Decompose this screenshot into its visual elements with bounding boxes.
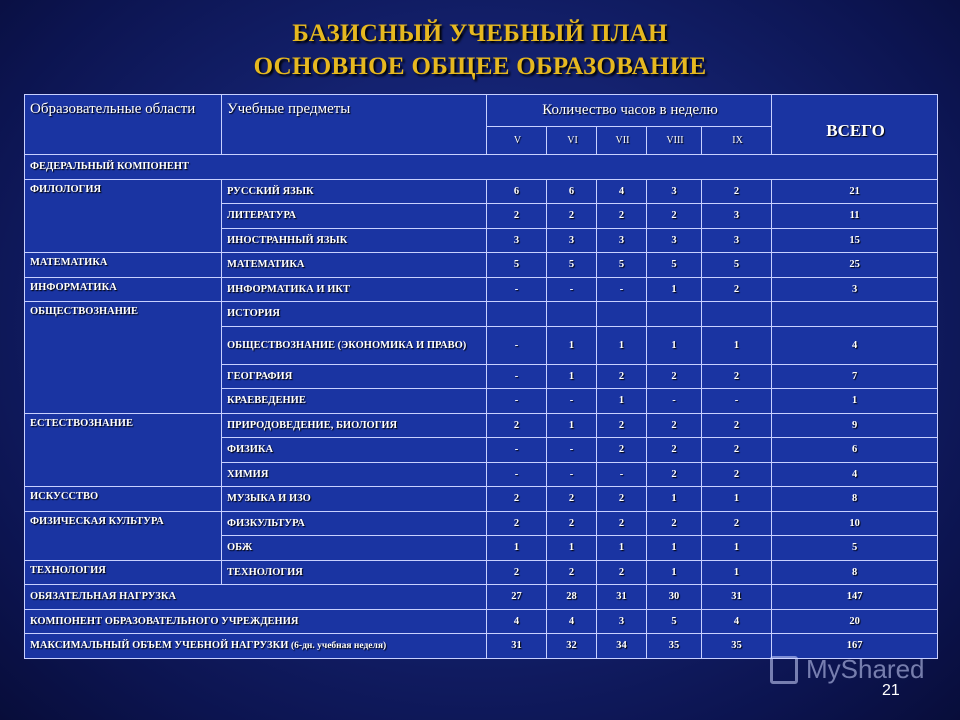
hours-cell: 5 <box>547 253 597 278</box>
subject-cell: ГЕОГРАФИЯ <box>222 364 487 389</box>
hours-cell: - <box>702 389 772 414</box>
hours-cell <box>647 302 702 327</box>
hours-cell: 1 <box>647 560 702 585</box>
table-row <box>25 511 938 536</box>
summary-label <box>25 585 487 610</box>
total-cell: 8 <box>772 487 938 512</box>
subject-cell: ФИЗИКА <box>222 438 487 463</box>
summary-label-text: ОБЯЗАТЕЛЬНАЯ НАГРУЗКА <box>30 591 177 603</box>
total-cell: 167 <box>772 634 938 659</box>
federal-component-row: ФЕДЕРАЛЬНЫЙ КОМПОНЕНТ <box>25 155 938 180</box>
hours-cell: - <box>547 438 597 463</box>
hours-cell: 2 <box>487 511 547 536</box>
hours-cell: 2 <box>647 413 702 438</box>
hours-cell: 1 <box>647 326 702 364</box>
total-cell: 5 <box>772 536 938 561</box>
total-cell: 10 <box>772 511 938 536</box>
grade-header: VIII <box>647 127 702 155</box>
hours-cell: - <box>487 277 547 302</box>
area-cell: ТЕХНОЛОГИЯ <box>25 560 222 585</box>
myshared-watermark <box>770 654 940 690</box>
page-number: 21 <box>882 682 900 699</box>
area-cell: ЕСТЕСТВОЗНАНИЕ <box>25 413 222 487</box>
hours-cell: 2 <box>702 413 772 438</box>
hours-cell: 5 <box>647 253 702 278</box>
hours-cell: 2 <box>547 204 597 229</box>
hours-cell: 3 <box>702 204 772 229</box>
total-cell: 4 <box>772 462 938 487</box>
subject-cell: ОБЩЕСТВОЗНАНИЕ (ЭКОНОМИКА И ПРАВО) <box>222 326 487 364</box>
hours-cell: 3 <box>647 228 702 253</box>
hours-cell: 3 <box>597 609 647 634</box>
subject-cell: ТЕХНОЛОГИЯ <box>222 560 487 585</box>
hours-cell: 1 <box>647 536 702 561</box>
presentation-icon <box>770 656 798 684</box>
hours-cell: - <box>487 462 547 487</box>
header-areas: Образовательные области <box>25 95 222 155</box>
table-row <box>25 413 938 438</box>
hours-cell: 3 <box>547 228 597 253</box>
grade-header: V <box>487 127 547 155</box>
hours-cell: 1 <box>647 487 702 512</box>
area-cell: ФИЗИЧЕСКАЯ КУЛЬТУРА <box>25 511 222 560</box>
hours-cell: - <box>547 389 597 414</box>
hours-cell: 3 <box>597 228 647 253</box>
hours-cell <box>487 302 547 327</box>
hours-cell: 2 <box>702 511 772 536</box>
total-cell: 3 <box>772 277 938 302</box>
hours-cell: 2 <box>647 511 702 536</box>
hours-cell: 2 <box>597 487 647 512</box>
area-cell: ИНФОРМАТИКА <box>25 277 222 302</box>
hours-cell: 2 <box>597 438 647 463</box>
total-cell: 9 <box>772 413 938 438</box>
hours-cell: 1 <box>597 389 647 414</box>
grade-header: VII <box>597 127 647 155</box>
total-cell: 6 <box>772 438 938 463</box>
total-cell: 8 <box>772 560 938 585</box>
hours-cell: 1 <box>487 536 547 561</box>
grade-header: VI <box>547 127 597 155</box>
hours-cell: 1 <box>547 326 597 364</box>
hours-cell: 2 <box>547 560 597 585</box>
hours-cell: 3 <box>702 228 772 253</box>
hours-cell: 2 <box>597 511 647 536</box>
area-cell: МАТЕМАТИКА <box>25 253 222 278</box>
hours-cell: 2 <box>647 462 702 487</box>
hours-cell: 2 <box>597 364 647 389</box>
hours-cell: 2 <box>647 204 702 229</box>
hours-cell: 32 <box>547 634 597 659</box>
hours-cell: 1 <box>597 536 647 561</box>
total-cell <box>772 302 938 327</box>
hours-cell: 31 <box>597 585 647 610</box>
hours-cell: 35 <box>702 634 772 659</box>
total-cell: 20 <box>772 609 938 634</box>
total-cell: 147 <box>772 585 938 610</box>
hours-cell: - <box>487 364 547 389</box>
hours-cell: - <box>597 462 647 487</box>
hours-cell: - <box>547 462 597 487</box>
hours-cell <box>547 302 597 327</box>
subject-cell: РУССКИЙ ЯЗЫК <box>222 179 487 204</box>
area-cell: ИСКУССТВО <box>25 487 222 512</box>
subject-cell: ИСТОРИЯ <box>222 302 487 327</box>
slide-title: БАЗИСНЫЙ УЧЕБНЫЙ ПЛАН <box>292 20 668 47</box>
hours-cell: 2 <box>487 560 547 585</box>
hours-cell: 2 <box>487 413 547 438</box>
subject-cell: ИНОСТРАННЫЙ ЯЗЫК <box>222 228 487 253</box>
table-row <box>25 302 938 327</box>
hours-cell: 2 <box>702 438 772 463</box>
hours-cell: 2 <box>647 438 702 463</box>
hours-cell: 1 <box>702 536 772 561</box>
hours-cell: 5 <box>702 253 772 278</box>
hours-cell: 2 <box>702 462 772 487</box>
hours-cell: 4 <box>702 609 772 634</box>
watermark-text: MyShared <box>806 654 925 684</box>
header-subjects: Учебные предметы <box>222 95 487 155</box>
hours-cell <box>702 302 772 327</box>
header-hours: Количество часов в неделю <box>487 95 772 127</box>
hours-cell: 6 <box>487 179 547 204</box>
hours-cell: 2 <box>597 204 647 229</box>
hours-cell: 2 <box>487 204 547 229</box>
hours-cell: 28 <box>547 585 597 610</box>
subject-cell: ПРИРОДОВЕДЕНИЕ, БИОЛОГИЯ <box>222 413 487 438</box>
hours-cell: 1 <box>702 560 772 585</box>
hours-cell: 2 <box>547 487 597 512</box>
hours-cell: 2 <box>547 511 597 536</box>
subject-cell: ФИЗКУЛЬТУРА <box>222 511 487 536</box>
summary-label-text: МАКСИМАЛЬНЫЙ ОБЪЕМ УЧЕБНОЙ НАГРУЗКИ <box>30 640 289 652</box>
summary-label-note: (6-дн. учебная неделя) <box>291 641 387 652</box>
hours-cell: 1 <box>647 277 702 302</box>
hours-cell: 1 <box>547 413 597 438</box>
hours-cell: 3 <box>487 228 547 253</box>
hours-cell: 5 <box>487 253 547 278</box>
table-row <box>25 560 938 585</box>
hours-cell: 2 <box>487 487 547 512</box>
total-cell: 1 <box>772 389 938 414</box>
hours-cell: 2 <box>702 364 772 389</box>
hours-cell: 2 <box>702 277 772 302</box>
hours-cell: - <box>487 326 547 364</box>
hours-cell: 2 <box>647 364 702 389</box>
total-cell: 25 <box>772 253 938 278</box>
summary-row <box>25 609 938 634</box>
hours-cell: 5 <box>597 253 647 278</box>
header-total: ВСЕГО <box>772 95 938 155</box>
curriculum-table <box>24 94 938 659</box>
total-cell: 15 <box>772 228 938 253</box>
subject-cell: ОБЖ <box>222 536 487 561</box>
total-cell: 7 <box>772 364 938 389</box>
hours-cell: 31 <box>702 585 772 610</box>
hours-cell: - <box>547 277 597 302</box>
hours-cell: 5 <box>647 609 702 634</box>
subject-cell: КРАЕВЕДЕНИЕ <box>222 389 487 414</box>
subject-cell: ХИМИЯ <box>222 462 487 487</box>
hours-cell: - <box>597 277 647 302</box>
hours-cell: 6 <box>547 179 597 204</box>
subject-cell: ЛИТЕРАТУРА <box>222 204 487 229</box>
hours-cell: 4 <box>597 179 647 204</box>
table-row <box>25 277 938 302</box>
hours-cell: 35 <box>647 634 702 659</box>
hours-cell: 27 <box>487 585 547 610</box>
hours-cell: - <box>487 438 547 463</box>
slide-subtitle: ОСНОВНОЕ ОБЩЕЕ ОБРАЗОВАНИЕ <box>253 53 707 80</box>
table-row <box>25 179 938 204</box>
subject-cell: МУЗЫКА И ИЗО <box>222 487 487 512</box>
hours-cell: 31 <box>487 634 547 659</box>
summary-label <box>25 609 487 634</box>
hours-cell: 3 <box>647 179 702 204</box>
hours-cell: 30 <box>647 585 702 610</box>
hours-cell <box>597 302 647 327</box>
subject-cell: МАТЕМАТИКА <box>222 253 487 278</box>
total-cell: 11 <box>772 204 938 229</box>
hours-cell: 1 <box>702 487 772 512</box>
hours-cell: 1 <box>597 326 647 364</box>
hours-cell: 2 <box>597 413 647 438</box>
summary-label-text: КОМПОНЕНТ ОБРАЗОВАТЕЛЬНОГО УЧРЕЖДЕНИЯ <box>30 615 299 627</box>
summary-label <box>25 634 487 659</box>
hours-cell: 34 <box>597 634 647 659</box>
total-cell: 4 <box>772 326 938 364</box>
area-cell: ФИЛОЛОГИЯ <box>25 179 222 253</box>
hours-cell: 4 <box>547 609 597 634</box>
total-cell: 21 <box>772 179 938 204</box>
hours-cell: 4 <box>487 609 547 634</box>
hours-cell: 2 <box>702 179 772 204</box>
grade-header: IX <box>702 127 772 155</box>
hours-cell: 1 <box>547 364 597 389</box>
hours-cell: 1 <box>547 536 597 561</box>
subject-cell: ИНФОРМАТИКА И ИКТ <box>222 277 487 302</box>
table-row <box>25 253 938 278</box>
summary-row <box>25 585 938 610</box>
hours-cell: 1 <box>702 326 772 364</box>
hours-cell: - <box>487 389 547 414</box>
hours-cell: - <box>647 389 702 414</box>
area-cell: ОБЩЕСТВОЗНАНИЕ <box>25 302 222 414</box>
table-row <box>25 487 938 512</box>
hours-cell: 2 <box>597 560 647 585</box>
